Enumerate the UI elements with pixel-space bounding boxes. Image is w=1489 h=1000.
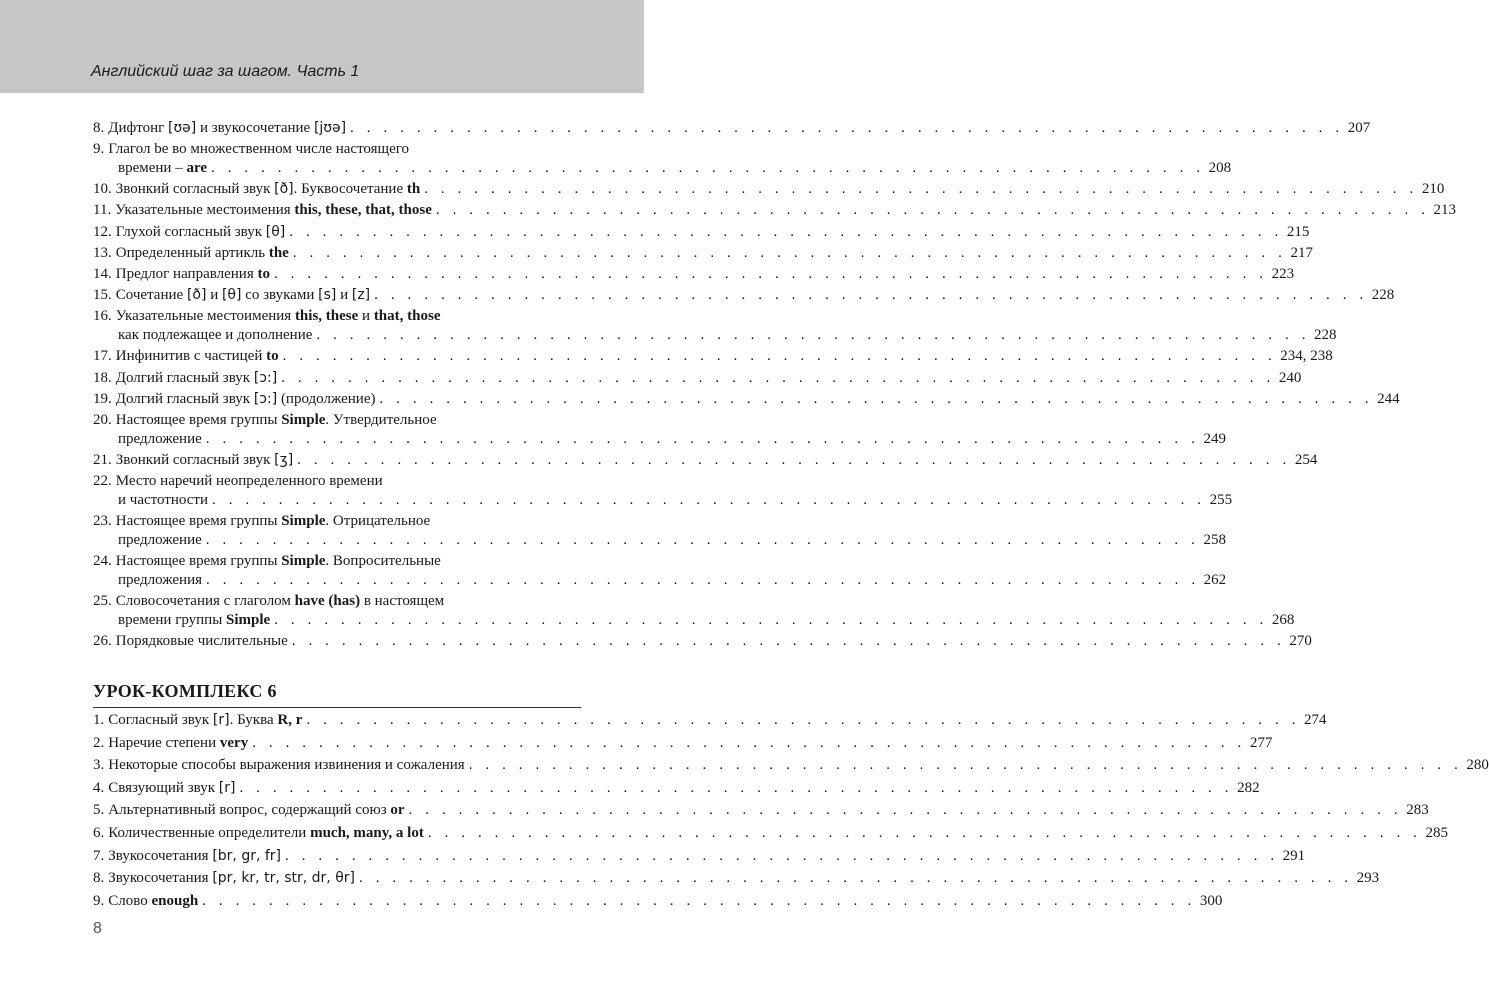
ipa-transcription: [s] [318, 287, 337, 304]
toc-entry[interactable] [93, 347, 1333, 366]
entry-text: Настоящее время группы [115, 553, 282, 570]
entry-page-number: 285 [1425, 825, 1448, 841]
entry-title-continuation [118, 571, 202, 590]
toc-entry-line [93, 512, 581, 531]
toc-entry-line [93, 119, 1371, 138]
dot-leader: . . . . . . . . . . . . . . . . . . . . . . . . . . . . . . . . . . . . . . . . . . . . . . . . . . . . . . . . . . . . [205, 431, 1200, 447]
dot-leader: . . . . . . . . . . . . . . . . . . . . . . . . . . . . . . . . . . . . . . . . . . . . . . . . . . . . . . . . . . . . [212, 492, 1206, 509]
term-bold: enough [151, 892, 199, 909]
entry-text: Сочетание [115, 287, 187, 304]
ipa-transcription: [θ] [265, 223, 286, 240]
entry-page-number: 249 [1203, 431, 1226, 447]
entry-text: Указательные местоимения [115, 202, 295, 219]
entry-number: 26. [93, 633, 112, 650]
entry-number: 11. [93, 202, 112, 219]
ipa-transcription: [br, gr, fr] [212, 847, 282, 864]
toc-entry[interactable] [93, 472, 1233, 510]
entry-title [116, 369, 277, 388]
toc-entry[interactable] [93, 592, 1295, 630]
entry-text: . Вопросительные [325, 553, 441, 570]
entry-text: Количественные определители [108, 825, 311, 841]
entry-page-number: 255 [1209, 492, 1233, 509]
toc-entry-line [93, 347, 1333, 366]
entry-title [108, 824, 424, 843]
entry-title [116, 265, 270, 284]
dot-leader: . . . . . . . . . . . . . . . . . . . . . . . . . . . . . . . . . . . . . . . . . . . . . . . . . . . . . . . . . . . . [379, 390, 1374, 407]
entry-text: и звукосочетание [196, 120, 314, 136]
ipa-transcription: [ʒ] [274, 452, 294, 468]
entry-text: Некоторые способы выражения извинения и сожаления [108, 757, 465, 774]
entry-number: 9. [93, 141, 105, 158]
ipa-transcription: [pr, kr, tr, str, dr, θr] [212, 870, 355, 887]
entry-page-number: 268 [1271, 612, 1295, 629]
term-bold: Simple [281, 513, 326, 530]
entry-text: Звукосочетания [108, 870, 213, 887]
entry-text: Наречие степени [108, 734, 220, 751]
entry-number: 13. [93, 244, 112, 261]
toc-entry[interactable] [93, 779, 1260, 798]
entry-page-number: 234, 238 [1280, 348, 1333, 365]
toc-entry-line [93, 265, 1295, 284]
entry-page-number: 274 [1304, 712, 1327, 728]
toc-entry[interactable] [93, 244, 1313, 263]
entry-page-number: 213 [1433, 202, 1457, 219]
term-bold: Simple [281, 412, 326, 428]
entry-title [116, 223, 286, 242]
toc-entry-line [93, 847, 1306, 866]
toc-entry[interactable] [93, 801, 1429, 820]
entry-page-number: 277 [1249, 734, 1273, 751]
entry-number: 19. [93, 390, 112, 407]
entry-text: . Отрицательное [325, 513, 431, 530]
toc-entry-line [93, 869, 1380, 888]
dot-leader: . . . . . . . . . . . . . . . . . . . . . . . . . . . . . . . . . . . . . . . . . . . . . . . . . . . . . . . . . . . . [408, 802, 1403, 819]
entry-number: 18. [93, 369, 112, 386]
dot-leader: . . . . . . . . . . . . . . . . . . . . . . . . . . . . . . . . . . . . . . . . . . . . . . . . . . . . . . . . . . . . [297, 452, 1291, 468]
term-bold: much, many, a lot [310, 825, 424, 841]
entry-number: 17. [93, 348, 112, 365]
toc-entry[interactable] [93, 223, 1310, 242]
entry-page-number: 270 [1289, 633, 1312, 650]
toc-entry-continuation [93, 531, 1226, 550]
section-title: УРОК-КОМПЛЕКС 6 [93, 681, 277, 701]
toc-entry[interactable] [93, 824, 1448, 843]
entry-title [116, 592, 444, 611]
term-bold: very [219, 734, 249, 751]
toc-entry[interactable] [93, 756, 1489, 775]
entry-number: 1. [93, 712, 105, 728]
toc-entry-line [93, 711, 1327, 730]
entry-text: времени группы [118, 612, 227, 629]
entry-title-continuation [118, 491, 208, 510]
toc-entry-line [93, 244, 1313, 263]
toc-entry[interactable] [93, 119, 1371, 138]
entry-page-number: 282 [1237, 779, 1260, 796]
entry-page-number: 283 [1406, 802, 1429, 819]
entry-title [116, 552, 441, 571]
toc-entry-line [93, 286, 1395, 305]
term-bold: Simple [281, 553, 326, 570]
entry-text: Глагол be во множественном числе настоящего [108, 141, 410, 158]
page-number: 8 [93, 920, 102, 937]
entry-title [116, 451, 293, 470]
entry-text: и [206, 287, 222, 304]
term-bold: have (has) [294, 593, 361, 610]
entry-page-number: 228 [1314, 327, 1337, 344]
entry-title-continuation [118, 611, 270, 630]
dot-leader: . . . . . . . . . . . . . . . . . . . . . . . . . . . . . . . . . . . . . . . . . . . . . . . . . . . . . . . . . . . . [281, 369, 1275, 386]
header-title: Английский шаг за шагом. Часть 1 [91, 63, 360, 80]
entry-text: предложение [118, 431, 202, 447]
toc-entry[interactable] [93, 632, 1312, 651]
entry-number: 25. [93, 593, 112, 610]
entry-title [116, 390, 376, 409]
entry-text: и [336, 287, 352, 304]
entry-text: Звонкий согласный звук [115, 452, 275, 468]
term-bold: are [186, 160, 207, 177]
entry-title-continuation [118, 159, 207, 178]
entry-title [116, 472, 383, 491]
entry-number: 12. [93, 223, 112, 240]
toc-entry-line [93, 801, 1429, 820]
entry-number: 7. [93, 847, 105, 864]
entry-text: . Буквосочетание [293, 181, 407, 198]
entry-title-continuation [118, 326, 312, 345]
entry-text: со звуками [241, 287, 319, 304]
entry-text: Предлог направления [115, 266, 258, 282]
dot-leader: . . . . . . . . . . . . . . . . . . . . . . . . . . . . . . . . . . . . . . . . . . . . . . . . . . . . . . . . . . . . [292, 244, 1287, 261]
term-bold: to [257, 266, 270, 282]
entry-text: Дифтонг [108, 120, 169, 136]
entry-text: Долгий гласный звук [115, 369, 254, 386]
toc-entry-line [93, 472, 581, 491]
entry-title-continuation [118, 430, 202, 449]
toc-entry-line [93, 307, 581, 326]
entry-number: 21. [93, 452, 112, 468]
entry-title [116, 512, 430, 531]
section-divider [93, 707, 581, 708]
toc-entry[interactable] [93, 892, 1223, 911]
entry-page-number: 228 [1371, 287, 1395, 304]
term-bold: this, these [294, 308, 359, 325]
entry-number: 22. [93, 473, 112, 490]
entry-title [108, 779, 235, 798]
term-bold: to [266, 348, 279, 365]
toc-entry-line [93, 390, 1400, 409]
dot-leader: . . . . . . . . . . . . . . . . . . . . . . . . . . . . . . . . . . . . . . . . . . . . . . . . . . . . . . . . . . . . [424, 181, 1418, 198]
entry-number: 20. [93, 412, 112, 428]
toc-entry-line [93, 779, 1260, 798]
entry-text: Настоящее время группы [115, 513, 282, 530]
toc-entry[interactable] [93, 201, 1457, 220]
dot-leader: . . . . . . . . . . . . . . . . . . . . . . . . . . . . . . . . . . . . . . . . . . . . . . . . . . . . . . . . . . . . [205, 532, 1200, 549]
toc-entry-line [93, 632, 1312, 651]
toc-entry-line [93, 824, 1448, 843]
toc-entry-continuation [93, 571, 1227, 590]
entry-text: Глухой согласный звук [115, 223, 266, 240]
entry-title [108, 140, 409, 159]
ipa-transcription: [ð] [274, 181, 294, 198]
entry-text: Порядковые числительные [115, 633, 288, 650]
toc-entry-line [93, 892, 1223, 911]
entry-number: 10. [93, 181, 112, 198]
entry-number: 4. [93, 779, 105, 796]
entry-page-number: 300 [1199, 892, 1223, 909]
dot-leader: . . . . . . . . . . . . . . . . . . . . . . . . . . . . . . . . . . . . . . . . . . . . . . . . . . . . . . . . . . . . [291, 633, 1286, 650]
toc-entry-continuation [93, 491, 1233, 510]
entry-number: 8. [93, 120, 105, 136]
entry-page-number: 262 [1203, 572, 1227, 589]
toc-entry[interactable] [93, 869, 1380, 888]
entry-title [108, 119, 346, 138]
entry-title-continuation [118, 531, 202, 550]
ipa-transcription: [jʊə] [313, 120, 347, 136]
entry-text: Звукосочетания [108, 847, 213, 864]
entry-text: Согласный звук [108, 712, 213, 728]
toc-entry-line [93, 451, 1318, 470]
entry-page-number: 280 [1466, 757, 1489, 774]
entry-title [116, 286, 370, 305]
entry-text: Звонкий согласный звук [115, 181, 275, 198]
dot-leader: . . . . . . . . . . . . . . . . . . . . . . . . . . . . . . . . . . . . . . . . . . . . . . . . . . . . . . . . . . . . [306, 712, 1301, 728]
entry-title [108, 756, 464, 775]
toc-entry[interactable] [93, 734, 1273, 753]
term-bold: the [268, 244, 289, 261]
entry-text: Долгий гласный звук [115, 390, 254, 407]
entry-number: 24. [93, 553, 112, 570]
entry-text: времени – [118, 160, 187, 177]
ipa-transcription: [ɔ:] [253, 390, 278, 407]
entry-title [115, 201, 432, 220]
toc-entry[interactable] [93, 411, 1226, 449]
dot-leader: . . . . . . . . . . . . . . . . . . . . . . . . . . . . . . . . . . . . . . . . . . . . . . . . . . . . . . . . . . . . [289, 223, 1283, 240]
entry-title [108, 711, 302, 730]
entry-page-number: 215 [1286, 223, 1310, 240]
entry-text: предложения [118, 572, 203, 589]
toc-entry-continuation [93, 326, 1337, 345]
entry-title [108, 869, 355, 888]
dot-leader: . . . . . . . . . . . . . . . . . . . . . . . . . . . . . . . . . . . . . . . . . . . . . . . . . . . . . . . . . . . . [359, 870, 1353, 887]
dot-leader: . . . . . . . . . . . . . . . . . . . . . . . . . . . . . . . . . . . . . . . . . . . . . . . . . . . . . . . . . . . . [273, 266, 1268, 282]
toc-entry-line [93, 411, 581, 430]
dot-leader: . . . . . . . . . . . . . . . . . . . . . . . . . . . . . . . . . . . . . . . . . . . . . . . . . . . . . . . . . . . . [435, 202, 1430, 219]
entry-number: 5. [93, 802, 105, 819]
term-bold: R, r [277, 712, 303, 728]
entry-title [116, 244, 289, 263]
toc-entry[interactable] [93, 390, 1400, 409]
entry-title [116, 632, 288, 651]
toc-entry[interactable] [93, 512, 1226, 550]
entry-text: и [358, 308, 374, 325]
toc-entry-line [93, 223, 1310, 242]
dot-leader: . . . . . . . . . . . . . . . . . . . . . . . . . . . . . . . . . . . . . . . . . . . . . . . . . . . . . . . . . . . . [202, 892, 1196, 909]
entry-title [108, 892, 198, 911]
entry-page-number: 210 [1421, 181, 1445, 198]
entry-number: 16. [93, 308, 112, 325]
entry-title [116, 180, 420, 199]
entry-text: Указательные местоимения [115, 308, 295, 325]
term-bold: this, these, that, those [294, 202, 432, 219]
toc-entry-continuation [93, 159, 1232, 178]
term-bold: th [406, 181, 421, 198]
entry-page-number: 223 [1271, 266, 1295, 282]
entry-number: 8. [93, 870, 105, 887]
entry-title [116, 347, 279, 366]
entry-page-number: 244 [1377, 390, 1400, 407]
entry-title [116, 307, 441, 326]
toc-entry[interactable] [93, 369, 1302, 388]
toc-entry[interactable] [93, 140, 1232, 178]
dot-leader: . . . . . . . . . . . . . . . . . . . . . . . . . . . . . . . . . . . . . . . . . . . . . . . . . . . . . . . . . . . . [274, 612, 1268, 629]
entry-number: 15. [93, 287, 112, 304]
ipa-transcription: [ɔ:] [253, 369, 278, 386]
toc-entry[interactable] [93, 180, 1445, 199]
dot-leader: . . . . . . . . . . . . . . . . . . . . . . . . . . . . . . . . . . . . . . . . . . . . . . . . . . . . . . . . . . . . [211, 160, 1205, 177]
entry-text: Инфинитив с частицей [115, 348, 267, 365]
dot-leader: . . . . . . . . . . . . . . . . . . . . . . . . . . . . . . . . . . . . . . . . . . . . . . . . . . . . . . . . . . . . [374, 287, 1368, 304]
toc-entry[interactable] [93, 307, 1337, 345]
entry-text: предложение [118, 532, 202, 549]
toc-entry-line [93, 369, 1302, 388]
entry-title [108, 734, 248, 753]
entry-page-number: 258 [1203, 532, 1226, 549]
toc-entry[interactable] [93, 451, 1318, 470]
entry-title [108, 847, 281, 866]
entry-page-number: 208 [1208, 160, 1232, 177]
entry-text: как подлежащее и дополнение [118, 327, 313, 344]
dot-leader: . . . . . . . . . . . . . . . . . . . . . . . . . . . . . . . . . . . . . . . . . . . . . . . . . . . . . . . . . . . . [252, 734, 1246, 751]
dot-leader: . . . . . . . . . . . . . . . . . . . . . . . . . . . . . . . . . . . . . . . . . . . . . . . . . . . . . . . . . . . . [239, 779, 1234, 796]
toc-entry-line [93, 180, 1445, 199]
toc-entry[interactable] [93, 711, 1327, 730]
entry-text: Место наречий неопределенного времени [115, 473, 383, 490]
ipa-transcription: [z] [351, 287, 371, 304]
toc-entry-line [93, 756, 1489, 775]
entry-text: и частотности [118, 492, 208, 509]
entry-title [108, 801, 404, 820]
entry-page-number: 240 [1278, 369, 1302, 386]
entry-text: Альтернативный вопрос, содержащий союз [108, 802, 391, 819]
entry-number: 14. [93, 266, 112, 282]
entry-number: 6. [93, 825, 105, 841]
running-header [0, 0, 644, 93]
dot-leader: . . . . . . . . . . . . . . . . . . . . . . . . . . . . . . . . . . . . . . . . . . . . . . . . . . . . . . . . . . . . [427, 825, 1422, 841]
dot-leader: . . . . . . . . . . . . . . . . . . . . . . . . . . . . . . . . . . . . . . . . . . . . . . . . . . . . . . . . . . . . [206, 572, 1200, 589]
toc-entry-line [93, 734, 1273, 753]
entry-number: 2. [93, 734, 105, 751]
entry-title [116, 411, 437, 430]
entry-text: Определенный артикль [115, 244, 269, 261]
entry-text: Слово [108, 892, 152, 909]
entry-number: 3. [93, 757, 105, 774]
toc-entry[interactable] [93, 552, 1227, 590]
entry-text: Связующий звук [108, 779, 219, 796]
dot-leader: . . . . . . . . . . . . . . . . . . . . . . . . . . . . . . . . . . . . . . . . . . . . . . . . . . . . . . . . . . . . [285, 847, 1279, 864]
toc-entry-continuation [93, 611, 1295, 630]
dot-leader: . . . . . . . . . . . . . . . . . . . . . . . . . . . . . . . . . . . . . . . . . . . . . . . . . . . . . . . . . . . . [316, 327, 1311, 344]
toc-entry-line [93, 552, 581, 571]
toc-entry-continuation [93, 430, 1226, 449]
ipa-transcription: [r] [212, 712, 230, 728]
entry-page-number: 293 [1356, 870, 1380, 887]
entry-text: (продолжение) [277, 390, 376, 407]
entry-number: 23. [93, 513, 112, 530]
ipa-transcription: [θ] [221, 287, 242, 304]
term-bold: Simple [226, 612, 271, 629]
toc-entry-line [93, 201, 1457, 220]
entry-page-number: 217 [1290, 244, 1313, 261]
entry-text: Настоящее время группы [115, 412, 282, 428]
entry-text: . Утвердительное [325, 412, 437, 428]
entry-text: в настоящем [360, 593, 445, 610]
entry-page-number: 291 [1282, 847, 1306, 864]
toc-entry[interactable] [93, 286, 1395, 305]
toc-entry-line [93, 592, 581, 611]
dot-leader: . . . . . . . . . . . . . . . . . . . . . . . . . . . . . . . . . . . . . . . . . . . . . . . . . . . . . . . . . . . . [282, 348, 1277, 365]
dot-leader: . . . . . . . . . . . . . . . . . . . . . . . . . . . . . . . . . . . . . . . . . . . . . . . . . . . . . . . . . . . . [468, 757, 1463, 774]
toc-entry-line [93, 140, 581, 159]
entry-text: . Буква [229, 712, 278, 728]
toc-entry[interactable] [93, 847, 1306, 866]
dot-leader: . . . . . . . . . . . . . . . . . . . . . . . . . . . . . . . . . . . . . . . . . . . . . . . . . . . . . . . . . . . . [350, 120, 1344, 136]
ipa-transcription: [ð] [186, 287, 207, 304]
entry-number: 9. [93, 892, 105, 909]
term-bold: or [390, 802, 405, 819]
entry-page-number: 254 [1294, 452, 1318, 468]
entry-text: Словосочетания с глаголом [115, 593, 295, 610]
term-bold: that, those [373, 308, 441, 325]
toc-entry[interactable] [93, 265, 1295, 284]
entry-page-number: 207 [1347, 120, 1371, 136]
ipa-transcription: [ʊə] [168, 120, 197, 136]
ipa-transcription: [r] [218, 779, 236, 796]
